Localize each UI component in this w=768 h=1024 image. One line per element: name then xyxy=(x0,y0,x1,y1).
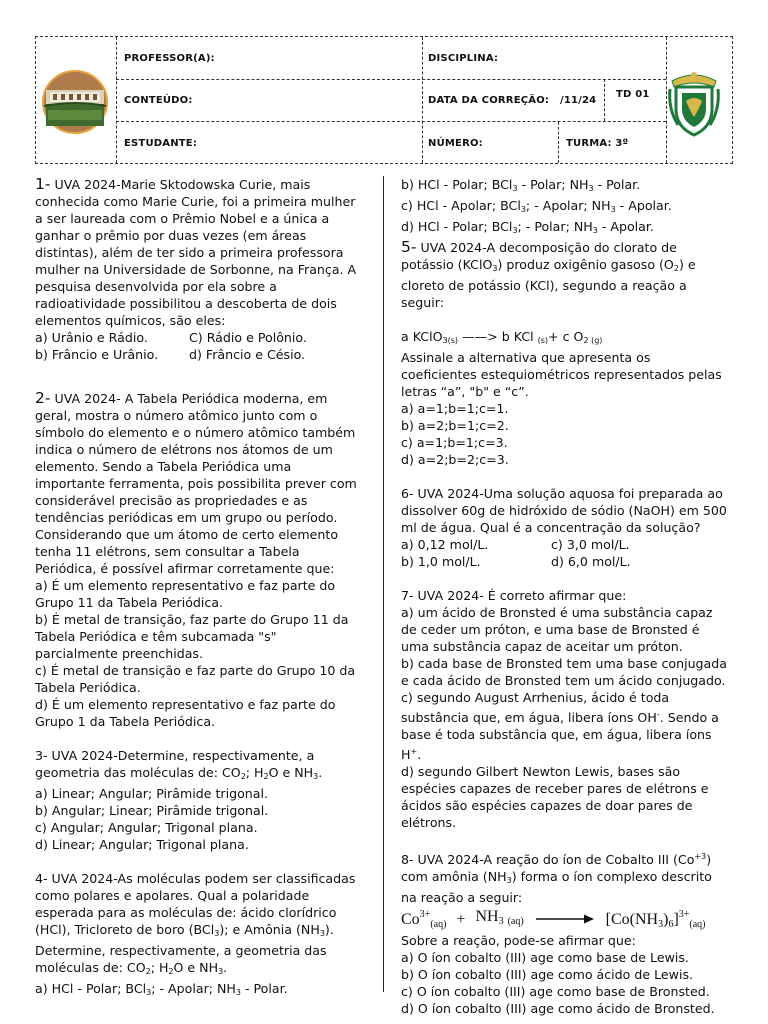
q1-line: elementos químicos, são eles: xyxy=(35,313,226,328)
state-coat-of-arms-icon xyxy=(666,65,722,137)
q5-line: letras “a”, "b" e “c”. xyxy=(401,384,529,399)
q2-line: indica o número de elétrons nos átomos de um xyxy=(35,442,333,457)
q2-line: elemento. Sendo a Tabela Periódica uma xyxy=(35,459,292,474)
q7-option-d-cont: ácidos são espécies capazes de doar pares de xyxy=(401,798,693,813)
header-table xyxy=(35,36,733,164)
q2-option-b-cont: parcialmente preenchidas. xyxy=(35,646,203,661)
q4-line: esperada para as moléculas de: ácido clorídrico xyxy=(35,905,337,920)
q5-line: coeficientes estequiométricos representados pelas xyxy=(401,367,722,382)
q7-option-a-cont: de ceder um próton, e uma base de Bronsted é xyxy=(401,622,700,637)
q7-option-c-cont: substância que, em água, libera íons OH-. Sendo a xyxy=(401,710,719,725)
q6-option-d[interactable]: d) 6,0 mol/L. xyxy=(551,554,631,569)
q1-option-c[interactable]: C) Rádio e Polônio. xyxy=(189,330,307,345)
q7-line: 7- UVA 2024- É correto afirmar que: xyxy=(401,588,627,603)
estudante-label: ESTUDANTE: xyxy=(124,138,198,149)
q2-line: 2- UVA 2024- A Tabela Periódica moderna, em xyxy=(35,389,328,407)
question-3 xyxy=(35,747,366,853)
q6-options-row xyxy=(401,536,731,553)
q7-option-b-cont: e cada ácido de Bronsted tem um ácido conjugado. xyxy=(401,673,726,688)
reactant-cobalt: $Co^{3+}(aq)$ xyxy=(401,908,447,930)
q5-line: seguir: xyxy=(401,295,444,310)
q1-line: 1- UVA 2024-Marie Sktodowska Curie, mais xyxy=(35,175,311,193)
q7-option-b[interactable]: b) cada base de Bronsted tem uma base conjugada xyxy=(401,656,727,671)
q2-line: tenha 11 elétrons, sem consultar a Tabela xyxy=(35,544,300,559)
q8-option-b[interactable]: b) O íon cobalto (III) age como ácido de Lewis. xyxy=(401,967,694,982)
q6-line: 6- UVA 2024-Uma solução aquosa foi preparada ao xyxy=(401,486,723,501)
q6-line: dissolver 60g de hidróxido de sódio (NaOH) em 500 xyxy=(401,503,727,518)
q2-line: tendências periódicas em um grupo ou período. xyxy=(35,510,338,525)
disciplina-label: DISCIPLINA: xyxy=(428,53,499,64)
q2-option-a-cont: Grupo 11 da Tabela Periódica. xyxy=(35,595,224,610)
data-correcao-value: /11/24 xyxy=(560,95,597,106)
q2-line: geral, mostra o número atômico junto com o xyxy=(35,408,318,423)
q6-line: ml de água. Qual é a concentração da solução? xyxy=(401,520,701,535)
q1-option-a[interactable]: a) Urânio e Rádio. xyxy=(35,330,148,345)
q2-option-d-cont: Grupo 1 da Tabela Periódica. xyxy=(35,714,216,729)
q4-line: (HCl), Tricloreto de boro (BCl$_3$); e Amônia $(NH_3)$. xyxy=(35,922,334,938)
q8-line: na reação a seguir: xyxy=(401,890,523,905)
q8-reaction-equation xyxy=(401,906,731,932)
q5-line: 5- UVA 2024-A decomposição do clorato de xyxy=(401,238,677,256)
q8-option-a[interactable]: a) O íon cobalto (III) age como base de Lewis. xyxy=(401,950,689,965)
q8-option-d[interactable]: d) O íon cobalto (III) age como ácido de Bronsted. xyxy=(401,1001,715,1016)
q1-line: conhecida como Marie Curie, foi a primeira mulher xyxy=(35,194,356,209)
q4-option-a[interactable]: a) HCl - Polar; BCl$_3$; - Apolar; $NH_3$ - Polar. xyxy=(35,981,288,997)
question-8 xyxy=(401,848,731,1017)
right-column xyxy=(401,176,731,1017)
professor-label: PROFESSOR(A): xyxy=(124,53,215,64)
q3-option-a[interactable]: a) Linear; Angular; Pirâmide trigonal. xyxy=(35,786,268,801)
q7-option-c-cont: H+. xyxy=(401,747,422,762)
q3-line: geometria das moléculas de: $CO_2$; $H_2O$ e $NH_3$. xyxy=(35,765,323,781)
q2-line: importante ferramenta, pois possibilita prever com xyxy=(35,476,357,491)
q2-option-b-cont: Tabela Periódica e têm subcamada "s" xyxy=(35,629,277,644)
q3-option-d[interactable]: d) Linear; Angular; Trigonal plana. xyxy=(35,837,249,852)
q3-option-c[interactable]: c) Angular; Angular; Trigonal plana. xyxy=(35,820,258,835)
q1-line: mulher na Universidade de Sorbonne, na França. A xyxy=(35,262,357,277)
q3-line: 3- UVA 2024-Determine, respectivamente, a xyxy=(35,748,315,763)
q3-option-b[interactable]: b) Angular; Linear; Pirâmide trigonal. xyxy=(35,803,269,818)
q1-line: a ser laureada com o Prêmio Nobel e a única a xyxy=(35,211,330,226)
q2-line: Periódica, é possível afirmar corretamente que: xyxy=(35,561,335,576)
q8-option-c[interactable]: c) O íon cobalto (III) age como base de Bronsted. xyxy=(401,984,710,999)
q4-line: moléculas de: $CO_2$; $H_2O$ e $NH_3$. xyxy=(35,960,228,976)
q2-line: Considerando que um átomo de certo elemento xyxy=(35,527,339,542)
question-2 xyxy=(35,390,366,730)
q4-line: Determine, respectivamente, a geometria das xyxy=(35,943,327,958)
q2-option-a[interactable]: a) É um elemento representativo e faz parte do xyxy=(35,578,336,593)
numero-label: NÚMERO: xyxy=(428,138,483,149)
left-column xyxy=(35,176,366,1018)
q7-option-c[interactable]: c) segundo August Arrhenius, ácido é toda xyxy=(401,690,670,705)
q7-option-c-cont: base é toda substância que, em água, libera íons xyxy=(401,727,712,742)
q4-line: 4- UVA 2024-As moléculas podem ser classificadas xyxy=(35,871,356,886)
q2-option-d[interactable]: d) É um elemento representativo e faz parte do xyxy=(35,697,336,712)
q6-options-row xyxy=(401,553,731,570)
q5-line: potássio (KClO$_3$) produz oxigênio gasoso $(O_2)$ e xyxy=(401,257,696,273)
q1-line: distintas), além de ter sido a primeira professora xyxy=(35,245,344,260)
question-1 xyxy=(35,176,366,363)
q5-line: Assinale a alternativa que apresenta os xyxy=(401,350,651,365)
q7-option-a[interactable]: a) um ácido de Bronsted é uma substância capaz xyxy=(401,605,713,620)
q2-option-c-cont: Tabela Periódica. xyxy=(35,680,141,695)
q4-option-b[interactable]: b) HCl - Polar; BCl$_3$ - Polar; $NH_3$ - Polar. xyxy=(401,177,641,193)
q5-equation: a KClO$_{3(s)}$ ——> b KCl $_{(s)}$+ c $O_{2 (g)}$ xyxy=(401,329,603,345)
q2-option-c[interactable]: c) É metal de transição e faz parte do Grupo 10 da xyxy=(35,663,356,678)
q1-option-d[interactable]: d) Frâncio e Césio. xyxy=(189,347,306,362)
question-4 xyxy=(35,870,366,1001)
q1-options-row xyxy=(35,329,366,346)
q4-line: como polares e apolares. Qual a polaridade xyxy=(35,888,310,903)
q1-options-row xyxy=(35,346,366,363)
q5-line: cloreto de potássio (KCl), segundo a reação a xyxy=(401,278,687,293)
q8-line: Sobre a reação, pode-se afirmar que: xyxy=(401,933,636,948)
column-divider xyxy=(383,176,384,992)
plus-sign: + xyxy=(456,910,466,928)
q4-option-c[interactable]: c) HCl - Apolar; BCl$_3$; - Apolar; $NH_3$ - Apolar. xyxy=(401,198,672,214)
q1-line: ganhar o prêmio por duas vezes (em áreas xyxy=(35,228,307,243)
q2-number: 2- xyxy=(35,389,51,407)
question-6 xyxy=(401,485,731,570)
q7-option-a-cont: uma substância capaz de aceitar um próton. xyxy=(401,639,683,654)
q2-line: considerável precisão as propriedades e as xyxy=(35,493,308,508)
school-building-logo xyxy=(42,70,108,134)
q8-line: 8- UVA 2024-A reação do íon de Cobalto III $(Co^{+3})$ xyxy=(401,852,712,867)
q5-option-a[interactable]: a) a=1;b=1;c=1. xyxy=(401,401,509,416)
data-correcao-label: DATA DA CORREÇÃO: xyxy=(428,95,550,106)
q1-option-b[interactable]: b) Frâncio e Urânio. xyxy=(35,347,159,362)
reaction-arrow-icon xyxy=(534,913,596,925)
question-4-continued xyxy=(401,176,731,239)
q7-option-d[interactable]: d) segundo Gilbert Newton Lewis, bases são xyxy=(401,764,681,779)
q2-line: símbolo do elemento e o número atômico também xyxy=(35,425,356,440)
question-7 xyxy=(401,587,731,831)
product-complex: $[Co(NH3)6]^{3+}(aq)$ xyxy=(605,908,706,930)
reactant-ammonia: NH3 (aq) xyxy=(475,908,524,927)
q1-line: pesquisa desenvolvida por ela sobre a xyxy=(35,279,277,294)
q5-option-d[interactable]: d) a=2;b=2;c=3. xyxy=(401,452,509,467)
q7-option-d-cont: elétrons. xyxy=(401,815,457,830)
turma-label: TURMA: 3º xyxy=(566,138,629,149)
q4-option-d[interactable]: d) HCl - Polar; BCl$_3$; - Polar; $NH_3$ - Apolar. xyxy=(401,219,654,235)
q2-option-b[interactable]: b) É metal de transição, faz parte do Grupo 11 da xyxy=(35,612,349,627)
question-5 xyxy=(401,239,731,468)
td-label: TD 01 xyxy=(616,89,650,100)
q1-line: radioatividade possibilitou a descoberta de dois xyxy=(35,296,337,311)
q5-option-b[interactable]: b) a=2;b=1;c=2. xyxy=(401,418,509,433)
q8-line: com amônia $(NH_3)$ forma o íon complexo descrito xyxy=(401,869,712,885)
q5-number: 5- xyxy=(401,238,417,256)
q6-option-b[interactable]: b) 1,0 mol/L. xyxy=(401,554,481,569)
q7-option-d-cont: espécies capazes de receber pares de elétrons e xyxy=(401,781,709,796)
q6-option-a[interactable]: a) 0,12 mol/L. xyxy=(401,537,489,552)
q6-option-c[interactable]: c) 3,0 mol/L. xyxy=(551,537,630,552)
q5-option-c[interactable]: c) a=1;b=1;c=3. xyxy=(401,435,508,450)
q1-number: 1- xyxy=(35,175,51,193)
conteudo-label: CONTEÚDO: xyxy=(124,95,193,106)
